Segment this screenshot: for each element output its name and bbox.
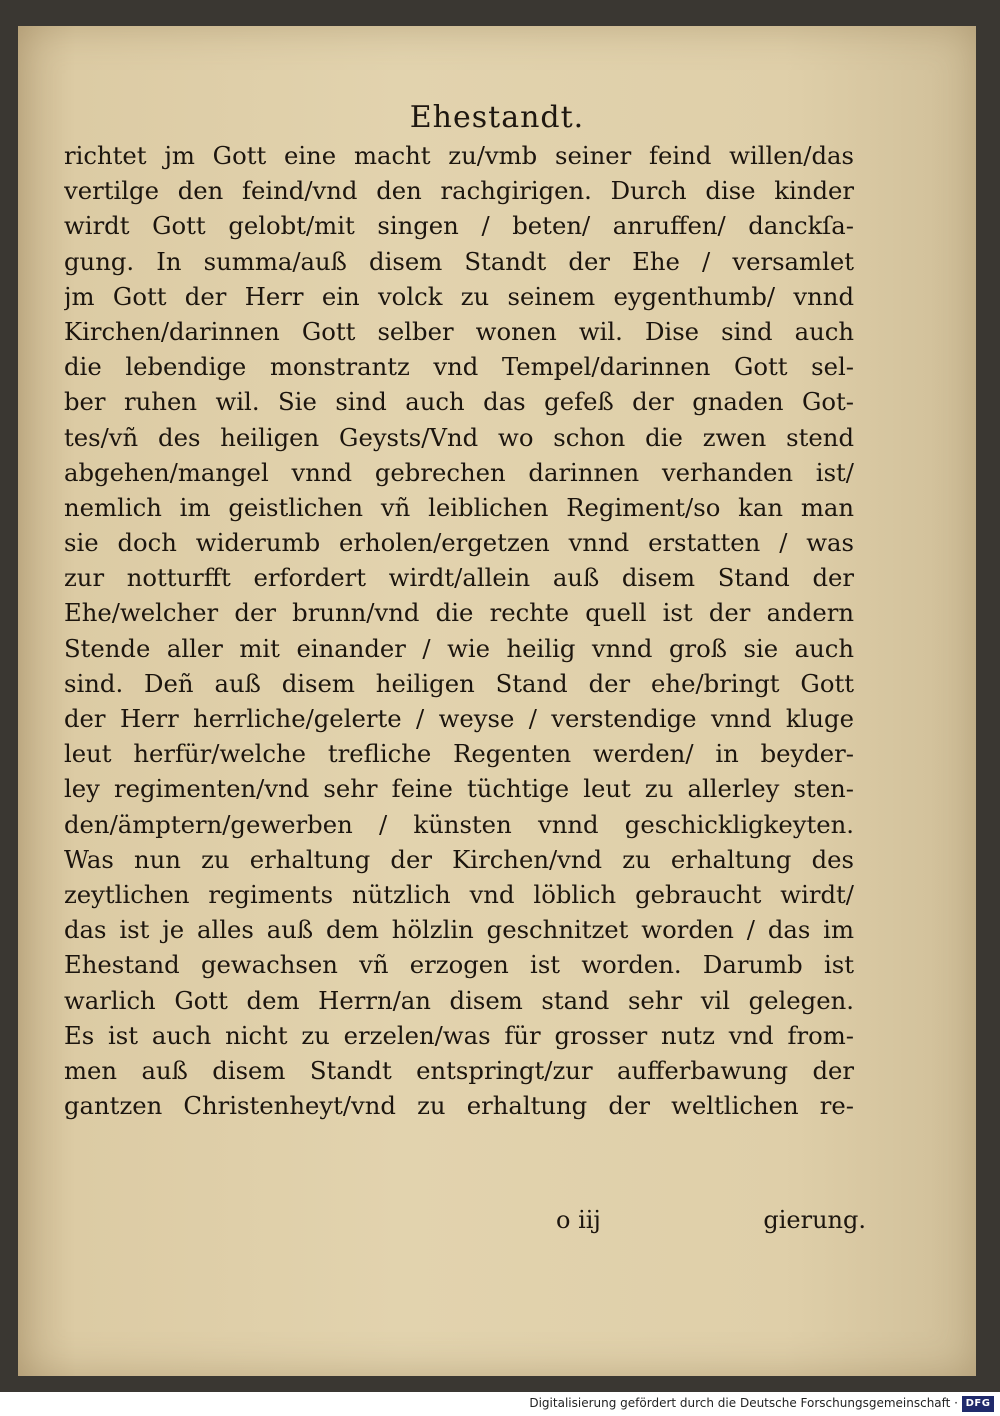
text-line: gantzen Christenheyt/vnd zu erhaltung der weltlichen re- xyxy=(64,1091,854,1121)
text-line: wirdt Gott gelobt/mit singen / beten/ anruffen/ danckſa- xyxy=(64,211,854,241)
text-line: der Herr herrliche/gelerte / weyse / verstendige vnnd kluge xyxy=(64,704,854,733)
text-line: Ehestand gewachsen vñ erzogen ist worden. Darumb ist xyxy=(64,950,854,980)
page-foot xyxy=(556,1206,866,1246)
text-line: ley regimenten/vnd sehr feine tüchtige leut zu allerley sten- xyxy=(64,774,854,804)
running-head: Ehestandt. xyxy=(409,100,585,135)
text-line: Stende aller mit einander / wie heilig vnnd groß sie auch xyxy=(64,633,854,663)
text-line: Was nun zu erhaltung der Kirchen/vnd zu erhaltung des xyxy=(64,844,854,874)
book-page xyxy=(18,26,976,1376)
text-line: jm Gott der Herr ein volck zu seinem eygenthumb/ vnnd xyxy=(64,281,854,311)
text-line: richtet jm Gott eine macht zu/vmb seiner feind willen/das xyxy=(64,141,854,170)
text-line: das ist je alles auß dem hölzlin geschnitzet worden / das im xyxy=(64,915,854,945)
text-line: ber ruhen wil. Sie sind auch das gefeß der gnaden Got- xyxy=(64,387,854,417)
text-line: Es ist auch nicht zu erzelen/was für grosser nutz vnd from- xyxy=(64,1020,854,1050)
text-line: zur notturfft erfordert wirdt/allein auß disem Stand der xyxy=(64,563,854,593)
footer-credit: Digitalisierung gefördert durch die Deutsche Forschungsgemeinschaft · xyxy=(529,1396,958,1410)
signature-mark: o iij xyxy=(556,1206,601,1234)
text-line: Kirchen/darinnen Gott selber wonen wil. Dise sind auch xyxy=(64,316,854,346)
text-line: die lebendige monstrantz vnd Tempel/darinnen Gott sel- xyxy=(64,352,854,382)
catchword: gierung. xyxy=(763,1206,866,1234)
text-line: zeytlichen regiments nützlich vnd löblich gebraucht wirdt/ xyxy=(64,879,854,909)
text-line: sie doch widerumb erholen/ergetzen vnnd erstatten / was xyxy=(64,528,854,558)
text-line: abgehen/mangel vnnd gebrechen darinnen verhanden ist/ xyxy=(64,457,854,487)
digitization-footer xyxy=(0,1392,1000,1416)
text-line: nemlich im geistlichen vñ leiblichen Regiment/so kan man xyxy=(64,492,854,522)
text-line: sind. Deñ auß disem heiligen Stand der ehe/bringt Gott xyxy=(64,668,854,698)
text-line: Ehe/welcher der brunn/vnd die rechte quell ist der andern xyxy=(64,598,854,628)
body-text xyxy=(64,138,854,1123)
text-line: leut herfür/welche trefliche Regenten werden/ in beyder- xyxy=(64,739,854,769)
text-line: men auß disem Standt entspringt/zur aufferbawung der xyxy=(64,1055,854,1085)
dfg-logo: DFG xyxy=(962,1396,994,1412)
text-line: den/ämptern/gewerben / künsten vnnd geschickligkeyten. xyxy=(64,809,854,839)
text-line: vertilge den feind/vnd den rachgirigen. Durch dise kinder xyxy=(64,176,854,206)
text-line: gung. In summa/auß disem Standt der Ehe / versamlet xyxy=(64,246,854,276)
text-line: tes/vñ des heiligen Geysts/Vnd wo schon die zwen stend xyxy=(64,422,854,452)
text-line: warlich Gott dem Herrn/an disem stand sehr vil gelegen. xyxy=(64,985,854,1015)
